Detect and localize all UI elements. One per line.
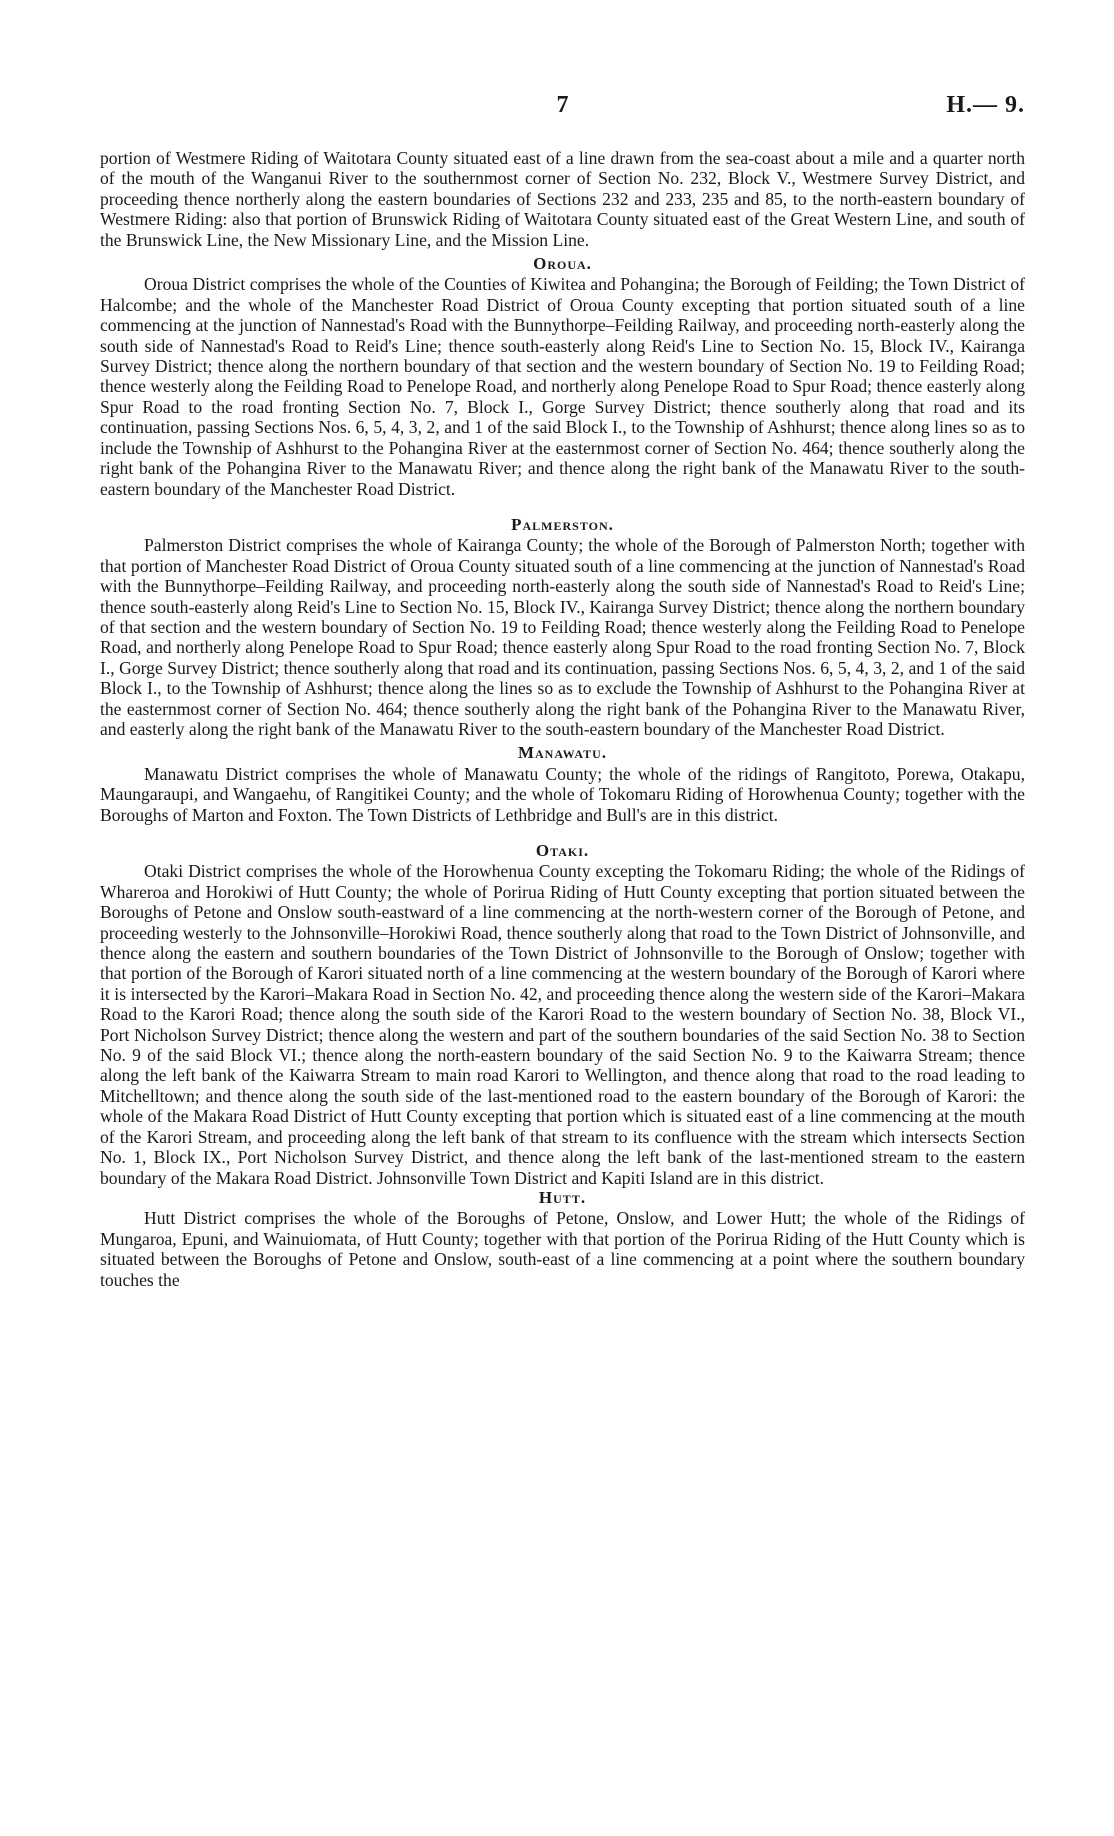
paragraph-palmerston: Palmerston District comprises the whole of Kairanga County; the whole of the Borough of Palmerston North; together with that portion of Manchester Road District of Oroua County situated south of a line commencing at the junction of Nannestad's Road with the Bunnythorpe–Feilding Railway, and proceeding north-easterly along the south side of Nannestad's Road to Reid's Line; thence south-easterly along Reid's Line to Section No. 15, Block IV., Kairanga Survey District; thence along the northern boundary of that section and the western boundary of Section No. 19 to Feilding Road; thence westerly along the Feilding Road to Penelope Road, and northerly along Penelope Road to Spur Road; thence easterly along Spur Road to the road fronting Section No. 7, Block I., Gorge Survey District; thence southerly along that road and its continuation, passing Sections Nos. 6, 5, 4, 3, 2, and 1 of the said Block I., to the Township of Ashhurst; thence along the lines so as to exclude the Township of Ashhurst to the Pohangina River at the easternmost corner of Section No. 464; thence southerly along the right bank of the Pohangina River to the Manawatu River, and easterly along the right bank of the Manawatu River to the south-eastern boundary of the Manchester Road District. bbox=[100, 535, 1025, 739]
heading-palmerston: Palmerston. bbox=[511, 514, 614, 534]
paragraph-hutt: Hutt District comprises the whole of the Boroughs of Petone, Onslow, and Lower Hutt; the whole of the Ridings of Mungaroa, Epuni, and Wainuiomata, of Hutt County; together with that portion of the Porirua Riding of the Hutt County which is situated between the Boroughs of Petone and Onslow, south-east of a line commencing at a point where the southern boundary touches the bbox=[100, 1208, 1025, 1290]
paragraph-manawatu: Manawatu District comprises the whole of Manawatu County; the whole of the ridings of Rangitoto, Porewa, Otakapu, Maungaraupi, and Wangaehu, of Rangitikei County; and the whole of Tokomaru Riding of Horowhenua County; together with the Boroughs of Marton and Foxton. The Town Districts of Lethbridge and Bull's are in this district. bbox=[100, 763, 1025, 825]
heading-manawatu: Manawatu. bbox=[517, 743, 608, 763]
page-header bbox=[100, 92, 1025, 132]
paragraph-westmere-continuation: portion of Westmere Riding of Waitotara County situated east of a line drawn from the sea-coast about a mile and a quarter north of the mouth of the Wanganui River to the southernmost corner of Section No. 232, Block V., Westmere Survey District, and proceeding thence northerly along the eastern boundaries of Sections 232 and 233, 235 and 85, to the north-eastern boundary of Westmere Riding: also that portion of Brunswick Riding of Waitotara County situated east of the Great Western Line, and south of the Brunswick Line, the New Missionary Line, and the Mission Line. bbox=[100, 148, 1025, 250]
heading-oroua: Oroua. bbox=[533, 254, 592, 274]
paragraph-otaki: Otaki District comprises the whole of the Horowhenua County excepting the Tokomaru Riding; the whole of the Ridings of Whareroa and Horokiwi of Hutt County; the whole of Porirua Riding of Hutt County excepting that portion situated between the Boroughs of Petone and Onslow south-eastward of a line commencing at the north-western corner of the Borough of Petone, and proceeding westerly to the Johnsonville–Horokiwi Road, thence southerly along that road to the Town District of Johnsonville, and thence along the eastern and southern boundaries of the Town District of Johnsonville to the Borough of Onslow; together with that portion of the Borough of Karori situated north of a line commencing at the western boundary of the Borough of Karori where it is intersected by the Karori–Makara Road in Section No. 42, and proceeding thence along the western side of the Karori–Makara Road to the Karori Road; thence along the south side of the Karori Road to the western boundary of Section No. 38, Block VI., Port Nicholson Survey District; thence along the western and part of the southern boundaries of the said Section No. 38 to Section No. 9 of the said Block VI.; thence along the north-eastern boundary of the said Section No. 9 to the Kaiwarra Stream; thence along the left bank of the Kaiwarra Stream to main road Karori to Wellington, and thence along that road to the road leading to Mitchelltown; and thence along the south side of the last-mentioned road to the eastern boundary of the Borough of Karori: the whole of the Makara Road District of Hutt County excepting that portion which is situated east of a line commencing at the mouth of the Karori Stream, and proceeding along the left bank of that stream to its confluence with the stream which intersects Section No. 1, Block IX., Port Nicholson Survey District, and thence along the left bank of the last-mentioned stream to the eastern boundary of the Makara Road District. Johnsonville Town District and Kapiti Island are in this district. bbox=[100, 861, 1025, 1188]
page-number: 7 bbox=[556, 92, 569, 118]
heading-otaki: Otaki. bbox=[535, 841, 590, 860]
heading-hutt: Hutt. bbox=[538, 1187, 587, 1207]
document-body bbox=[100, 148, 1025, 1290]
paragraph-oroua: Oroua District comprises the whole of the Counties of Kiwitea and Pohangina; the Borough of Feilding; the Town District of Halcombe; and the whole of the Manchester Road District of Oroua County excepting that portion situated south of a line commencing at the junction of Nannestad's Road with the Bunnythorpe–Feilding Railway, and proceeding north-easterly along the south side of Nannestad's Road to Reid's Line; thence south-easterly along Reid's Line to Section No. 15, Block IV., Kairanga Survey District; thence along the northern boundary of that section and the western boundary of Section No. 19 to Feilding Road; thence westerly along the Feilding Road to Penelope Road, and northerly along Penelope Road to Spur Road; thence easterly along Spur Road to the road fronting Section No. 7, Block I., Gorge Survey District; thence southerly along that road and its continuation, passing Sections Nos. 6, 5, 4, 3, 2, and 1 of the said Block I., to the Township of Ashhurst; thence along lines so as to include the Township of Ashhurst to the Pohangina River at the easternmost corner of Section No. 464; thence southerly along the right bank of the Pohangina River to the Manawatu River; and thence along the right bank of the Manawatu River to the south-eastern boundary of the Manchester Road District. bbox=[100, 274, 1025, 499]
report-reference: H.— 9. bbox=[946, 92, 1025, 118]
